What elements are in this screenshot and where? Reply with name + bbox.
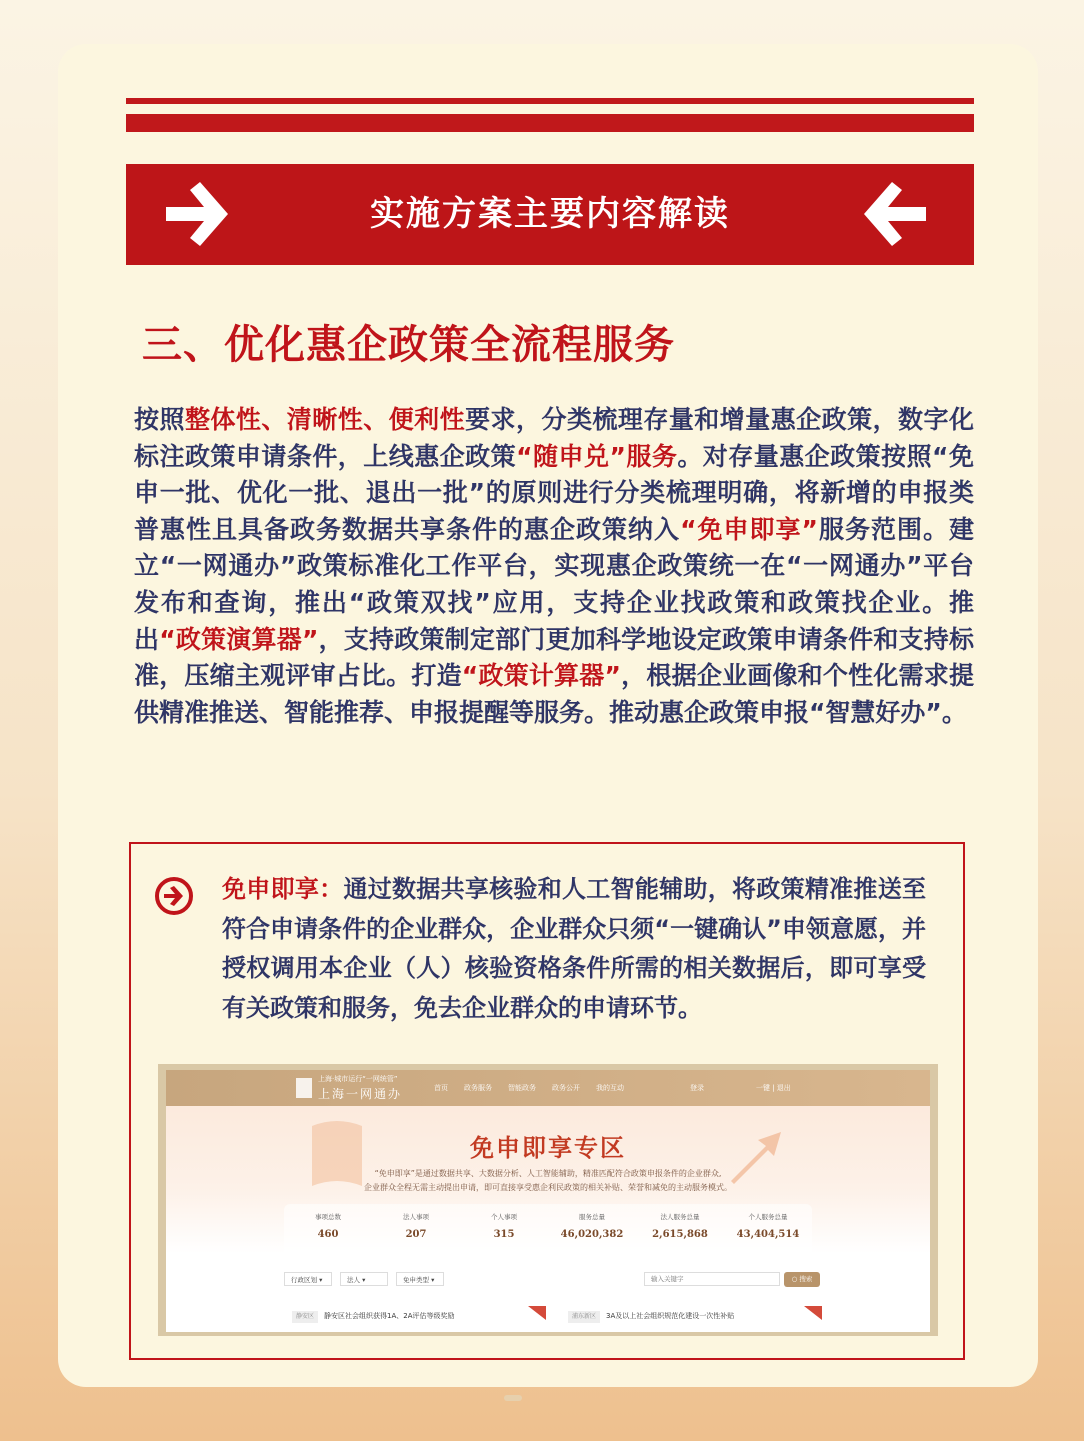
policy-list-item[interactable] <box>560 1306 822 1326</box>
header-rule-thick <box>126 114 974 132</box>
stats-panel <box>284 1204 812 1258</box>
portal-brand: 上海一网通办 <box>318 1087 403 1101</box>
highlight-text: “随申兑”服务 <box>516 441 678 471</box>
portal-nav-item: 政务公开 <box>552 1084 580 1092</box>
feature-text: 通过数据共享核验和人工智能辅助，将政策精准推送至符合申请条件的企业群众，企业群众只须“一键确认”申领意愿，并授权调用本企业（人）核验资格条件所需的相关数据后，即可享受有关政策和服务，免去企业群众的申请环节。 <box>222 875 927 1022</box>
highlight-text: “政策计算器” <box>461 661 621 691</box>
stat-item <box>288 1212 368 1240</box>
highlight-text: “政策演算器” <box>159 624 319 654</box>
district-tag: 浦东新区 <box>568 1311 600 1323</box>
stat-label: 法人服务总量 <box>660 1213 700 1221</box>
portal-screenshot <box>158 1064 938 1336</box>
corner-ribbon-icon <box>528 1306 546 1320</box>
header-rule-thin <box>126 98 974 104</box>
stat-label: 法人事项 <box>403 1213 429 1221</box>
portal-logo-icon <box>296 1078 312 1098</box>
portal-nav-item: 政务服务 <box>464 1084 492 1092</box>
stat-label: 个人事项 <box>491 1213 517 1221</box>
portal-subtitle: 上海·城市运行“一网统管” <box>318 1075 398 1083</box>
portal-nav-item: 首页 <box>434 1084 448 1092</box>
policy-list-item[interactable] <box>284 1306 546 1326</box>
title-banner <box>126 164 974 265</box>
stat-value: 460 <box>317 1229 339 1240</box>
stat-item <box>640 1212 720 1240</box>
stat-label: 事项总数 <box>315 1213 341 1221</box>
search-button[interactable]: ○ 搜索 <box>784 1272 820 1287</box>
stat-item <box>376 1212 456 1240</box>
arrow-left-icon <box>858 178 930 250</box>
corner-ribbon-icon <box>804 1306 822 1320</box>
section-title: 三、优化惠企政策全流程服务 <box>142 322 675 368</box>
portal-description: 企业群众全程无需主动提出申请，即可直接享受惠企利民政策的相关补贴、荣誉和减免的主动服务模式。 <box>364 1183 732 1192</box>
body-text: 要求，分类梳理存量和增量惠企政策，数字化标注政策申请条件，上线惠企政策 <box>134 405 974 471</box>
body-text: 。对存量惠企政策按照“免申一批、优化一批、退出一批”的原则进行分类梳理明确，将新增的申报类普惠性且具备政务数据共享条件的惠企政策纳入 <box>134 441 974 544</box>
region-filter[interactable]: 行政区划 ▾ <box>284 1272 332 1286</box>
feature-description <box>222 870 926 1028</box>
stat-value: 315 <box>493 1229 515 1240</box>
portal-nav-item: 智能政务 <box>508 1084 536 1092</box>
portal-nav-item: 登录 <box>690 1084 704 1092</box>
circle-arrow-icon <box>154 876 194 916</box>
stat-value: 207 <box>405 1229 427 1240</box>
banner-title: 实施方案主要内容解读 <box>370 194 730 234</box>
stat-label: 服务总量 <box>579 1213 605 1221</box>
stat-label: 个人服务总量 <box>748 1213 788 1221</box>
body-text: ，根据企业画像和个性化需求提供精准推送、智能推荐、申报提醒等服务。推动惠企政策申报“智慧好办”。 <box>134 661 974 727</box>
stat-value: 46,020,382 <box>560 1229 624 1240</box>
page-indicator[interactable] <box>504 1395 522 1401</box>
entity-filter[interactable]: 法人 ▾ <box>340 1272 388 1286</box>
stat-item <box>728 1212 808 1240</box>
feature-label: 免申即享： <box>222 875 344 903</box>
stat-value: 43,404,514 <box>736 1229 800 1240</box>
body-text: 按照 <box>134 405 185 434</box>
type-filter[interactable]: 免申类型 ▾ <box>396 1272 444 1286</box>
portal-nav <box>166 1070 930 1106</box>
district-tag: 静安区 <box>292 1311 318 1323</box>
policy-title: 静安区社会组织获得1A、2A评估等级奖励 <box>324 1312 455 1320</box>
body-paragraph <box>134 402 974 731</box>
body-text: 服务范围。建立“一网通办”政策标准化工作平台，实现惠企政策统一在“一网通办”平台发布和查询，推出“政策双找”应用，支持企业找政策和政策找企业。推出 <box>134 514 974 654</box>
portal-title: 免申即享专区 <box>470 1134 626 1162</box>
portal-nav-item: 一键 | 退出 <box>756 1084 791 1092</box>
stat-value: 2,615,868 <box>652 1229 708 1240</box>
policy-title: 3A及以上社会组织规范化建设一次性补贴 <box>606 1312 735 1320</box>
highlight-text: “免申即享” <box>680 514 818 544</box>
stat-item <box>552 1212 632 1240</box>
body-text: ，支持政策制定部门更加科学地设定政策申请条件和支持标准，压缩主观评审占比。打造 <box>134 624 974 691</box>
highlight-text: 整体性、清晰性、便利性 <box>184 405 466 434</box>
portal-description: “免申即享”是通过数据共享、大数据分析、人工智能辅助，精准匹配符合政策申报条件的企业群众, <box>374 1169 722 1178</box>
stat-item <box>464 1212 544 1240</box>
keyword-search-input[interactable] <box>644 1272 780 1286</box>
portal-nav-item: 我的互动 <box>596 1084 624 1092</box>
